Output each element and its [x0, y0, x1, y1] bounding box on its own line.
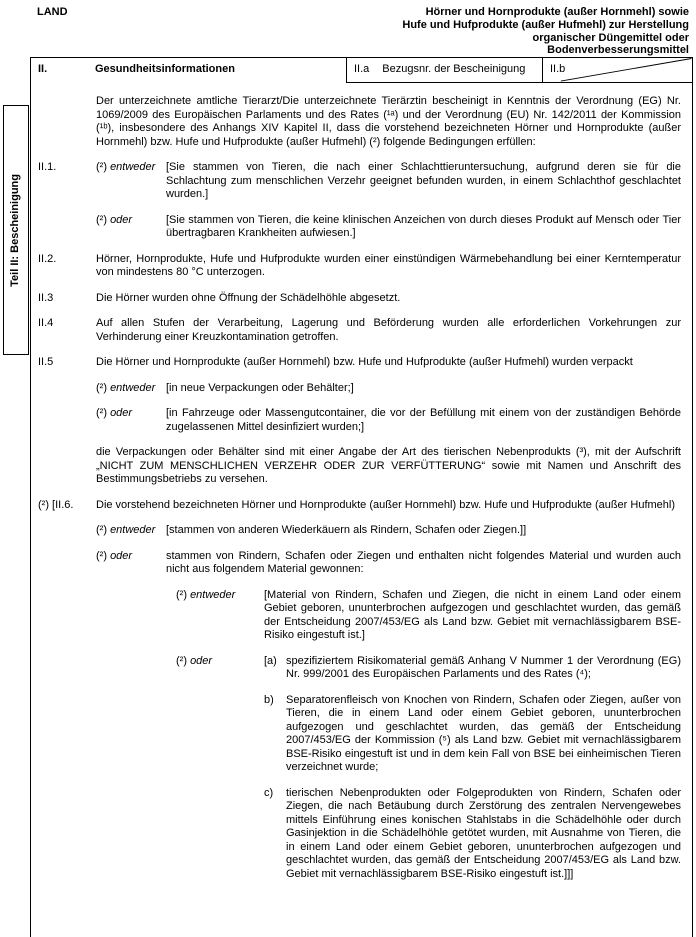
document-header	[37, 6, 689, 57]
clause-ii2	[38, 253, 681, 280]
clause-ii3	[38, 292, 681, 306]
section-title: Gesundheitsinformationen	[95, 63, 235, 75]
clause-ii6	[38, 499, 681, 882]
clause-number: II.3	[38, 291, 54, 304]
condition-label: (²) entweder	[96, 524, 156, 536]
list-marker: b)	[264, 693, 274, 706]
certificate-body	[31, 83, 692, 881]
document-title-line: organischer Düngemittel oder	[532, 31, 689, 44]
intro-row	[38, 95, 681, 149]
local-reference-code: II.b	[550, 63, 566, 75]
reference-number-cell	[346, 58, 542, 83]
document-title	[402, 6, 689, 57]
clause-text: [Sie stammen von Tieren, die keine klinischen Anzeichen von durch dieses Produkt auf Mensch oder Tier übertragbaren Krankheiten aufwiesen.]	[166, 213, 681, 239]
clause-ii6-oder	[96, 550, 681, 882]
clause-ii4	[38, 317, 681, 344]
document-title-line: Bodenverbesserungsmittel	[547, 44, 689, 57]
condition-label: (²) oder	[96, 549, 133, 562]
condition-label: (²) oder	[96, 407, 133, 419]
clause-number: II.1.	[38, 161, 57, 173]
clause-text: Hörner, Hornprodukte, Hufe und Hufprodukte wurden einer einstündigen Wärmebehandlung bei einer Kerntemperatur von mindestens 80 °C unterzogen.	[96, 252, 681, 278]
clause-number: II.4	[38, 317, 54, 329]
clause-ii6-sub-entweder	[176, 589, 681, 643]
condition-label: (²) oder	[96, 213, 133, 226]
clause-text: Die Hörner und Hornprodukte (außer Hornmehl) bzw. Hufe und Hufprodukte (außer Hufmehl) wurden verpackt	[96, 356, 633, 368]
section-header-row	[31, 58, 692, 83]
clause-number: (²) [II.6.	[38, 498, 74, 511]
clause-text: Die vorstehend bezeichneten Hörner und Hornprodukte (außer Hornmehl) bzw. Hufe und Hufprodukte (außer Hufmehl)	[96, 498, 676, 511]
clause-text: Die Hörner wurden ohne Öffnung der Schädelhöhle abgesetzt.	[96, 291, 401, 304]
clause-text: stammen von Rindern, Schafen oder Ziegen und enthalten nicht folgendes Material und wurden auch nicht aus folgendem Material gewonnen:	[166, 549, 681, 575]
clause-ii1-entweder	[96, 161, 681, 202]
health-certificate-box	[30, 57, 693, 937]
part-ii-tab	[3, 105, 29, 355]
part-ii-tab-label: Teil II: Bescheinigung	[9, 173, 22, 287]
condition-label: (²) entweder	[96, 381, 156, 394]
clause-number: II.2.	[38, 252, 57, 265]
clause-ii1	[38, 161, 681, 241]
list-item-c	[264, 787, 681, 882]
country-label: LAND	[37, 6, 68, 18]
list-marker: [a)	[264, 654, 277, 667]
clause-text: [in Fahrzeuge oder Massengutcontainer, die vor der Befüllung mit einem von der zuständigen Behörde zugelassenen Mittel desinfiziert wurden;]	[166, 407, 681, 433]
intro-paragraph: Der unterzeichnete amtliche Tierarzt/Die unterzeichnete Tierärztin bescheinigt in Kenntnis der Verordnung (EG) Nr. 1069/2009 des Europäischen Parlaments und des Rates (¹ᵃ) und der Verordnung (EU) Nr. 142/2011 der Kommission (¹ᵇ), insbesondere des Anhangs XIV Kapitel II, dass die vorstehend bezeichneten Hörner und Hornprodukte (außer Hornmehl) bzw. Hufe und Hufprodukte (außer Hufmehl) (²) folgende Bedingungen erfüllen:	[96, 95, 681, 148]
reference-number-label: Bezugsnr. der Bescheinigung	[382, 63, 526, 75]
section-number: II.	[38, 63, 48, 75]
excluded-material-list	[264, 655, 681, 882]
list-item-text: tierischen Nebenprodukten oder Folgeprodukten von Rindern, Schafen oder Ziegen, die nach Betäubung durch Zerstörung des zentralen Nervengewebes mittels Einführung eines konischen Stahlstabs in die Schädelhöhle oder durch Gasinjektion in die Schädelhöhle getötet wurden, mit Ausnahme von Tieren, die in einem Land oder einem Gebiet geboren, ununterbrochen aufgezogen und geschlachtet wurden, das gemäß der Entscheidung 2007/453/EG als Land bzw. Gebiet mit vernachlässigbarem BSE-Risiko eingestuft ist.]]]	[286, 786, 681, 880]
list-marker: c)	[264, 786, 274, 799]
clause-ii5-closing: die Verpackungen oder Behälter sind mit einer Angabe der Art des tierischen Nebenprodukts (³), mit der Aufschrift „NICHT ZUM MENSCHLICHEN VERZEHR ODER ZUR VERFÜTTERUNG“ sowie mit Namen und Anschrift des Bestimmungsbetriebs zu versehen.	[96, 446, 681, 485]
condition-label: (²) oder	[176, 654, 213, 667]
list-item-b	[264, 694, 681, 775]
clause-text: Auf allen Stufen der Verarbeitung, Lagerung und Beförderung wurden alle erforderlichen Vorkehrungen zur Verhinderung einer Kreuzkontamination getroffen.	[96, 317, 681, 343]
list-item-a	[264, 655, 681, 682]
clause-number: II.5	[38, 356, 54, 368]
document-title-line: Hörner und Hornprodukte (außer Hornmehl) sowie	[425, 6, 689, 18]
reference-number-code: II.a	[354, 63, 370, 75]
clause-text: [in neue Verpackungen oder Behälter;]	[166, 381, 354, 394]
list-item-text: spezifiziertem Risikomaterial gemäß Anhang V Nummer 1 der Verordnung (EG) Nr. 999/2001 des Europäischen Parlaments und des Rates (⁴);	[286, 654, 681, 680]
condition-label: (²) entweder	[96, 161, 156, 173]
clause-text: [Material von Rindern, Schafen und Ziegen, die nicht in einem Land oder einem Gebiet geboren, ununterbrochen aufgezogen und geschlachtet wurden, das gemäß der Entscheidung 2007/453/EG als Land bzw. Gebiet mit vernachlässigbarem BSE-Risiko eingestuft ist.]	[264, 588, 681, 641]
clause-text: [stammen von anderen Wiederkäuern als Rindern, Schafen oder Ziegen.]]	[166, 524, 527, 536]
clause-ii5	[38, 356, 681, 487]
clause-ii6-entweder	[96, 524, 681, 538]
document-title-line: Hufe und Hufprodukte (außer Hufmehl) zur Herstellung	[402, 18, 689, 31]
condition-label: (²) entweder	[176, 588, 236, 601]
clause-ii5-entweder	[96, 382, 681, 396]
clause-ii6-sub-oder	[176, 655, 681, 882]
clause-ii1-oder	[96, 214, 681, 241]
clause-ii5-oder	[96, 407, 681, 434]
clause-text: [Sie stammen von Tieren, die nach einer Schlachttieruntersuchung, aufgrund deren sie für die Schlachtung zum menschlichen Verzehr geeignet befunden wurden, in einem Schlachthof geschlachtet wurden.]	[166, 161, 681, 200]
strikethrough-diagonal-line	[543, 58, 692, 82]
list-item-text: Separatorenfleisch von Knochen von Rindern, Schafen oder Ziegen, außer von Tieren, die in einem Land oder einem Gebiet geboren, ununterbrochen aufgezogen und geschlachtet wurden, das gemäß der Entscheidung 2007/453/EG der Kommission (⁵) als Land bzw. Gebiet mit vernachlässigbarem BSE-Risiko eingestuft ist und in dem kein Fall von BSE bei einheimischen Tieren verzeichnet wurde;	[286, 693, 681, 773]
local-reference-cell	[542, 58, 692, 83]
